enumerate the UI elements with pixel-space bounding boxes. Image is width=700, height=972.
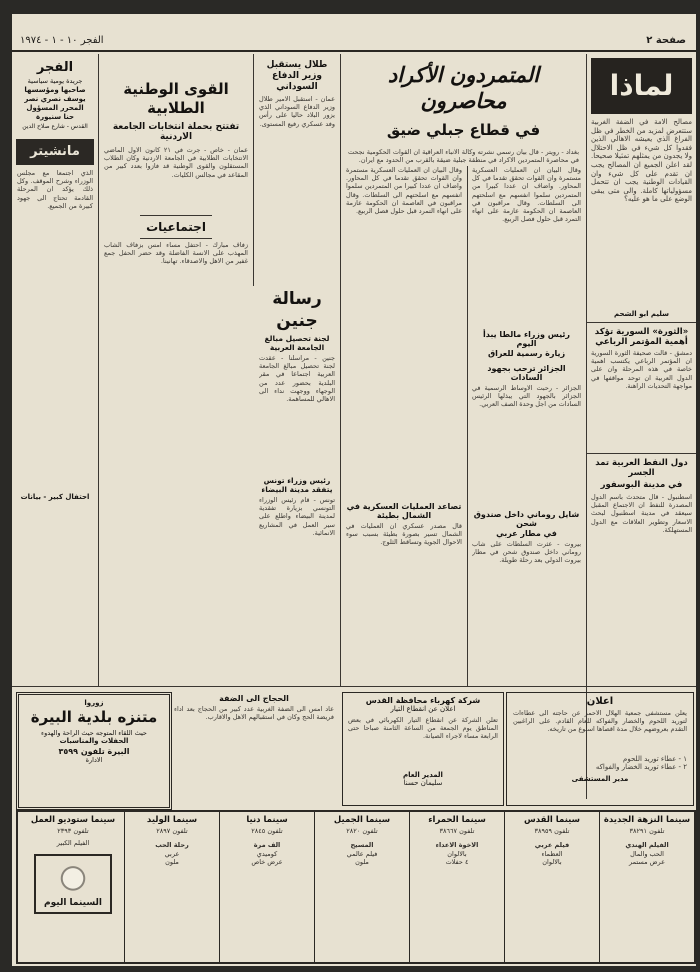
lamatha-logo: لماذا	[591, 58, 692, 114]
cinema-7	[22, 812, 124, 962]
revolution-headline: «الثورة» السورية تؤكد أهمية المؤتمر الرباعي	[594, 327, 689, 347]
tunis-body: تونس - قام رئيس الوزراء التونسي بزيارة تفقدية لمدينة البيضاء واطلع على سير العمل في المشاريع الانمائية.	[259, 496, 335, 537]
fajr-title: الفجر	[36, 60, 74, 75]
electricity-sign2: سليمان حسنا	[403, 779, 443, 787]
electricity-headline: شركة كهرباء محافظة القدس	[365, 696, 481, 705]
cinema-2-film-3: بالالوان	[542, 858, 562, 866]
social-title-box	[140, 215, 212, 239]
jenin-sub1: لجنة تحصيل مبالغ الجامعة العربية	[264, 334, 330, 352]
divider	[587, 453, 696, 454]
column-rule	[98, 54, 99, 686]
cinema-7-tel: تلفون ٢٣٩٣	[57, 826, 89, 835]
pilgrims-body: عاد امس الى الضفة الغربية عدد كبير من الحجاج بعد اداء فريضة الحج وكان في استقبالهم الاهل والاقارب.	[174, 705, 334, 722]
fajr-address: القدس - شارع صلاح الدين	[22, 123, 88, 130]
hospital-title: اعلان	[586, 696, 614, 707]
column-rule	[586, 54, 587, 799]
fajr-line-3: يوسف نصري نصر	[24, 95, 86, 103]
cinema-4-film-3: ملون	[355, 858, 369, 866]
cinema-strip	[16, 810, 696, 964]
students-subheadline: تفتتح بحملة انتخابات الجامعة الاردنية	[112, 122, 240, 142]
rumanian-subheadline: في مطار عربي	[496, 529, 557, 538]
talal-story	[255, 54, 339, 286]
rumanian-headline: شايل روماني داخل صندوق شحن	[473, 510, 580, 528]
cinema-3	[409, 812, 504, 962]
bira-phone: البيرة تلفون ٣٥٩٩	[58, 747, 130, 756]
cinema-5-film-1: الف مرة	[253, 841, 281, 849]
malta-headline: زيارة رسمية للعراق	[487, 349, 566, 358]
bira-zoro: زوروا	[84, 699, 104, 707]
cinema-6-name: سينما الوليد	[146, 815, 198, 825]
main-lead: بغداد - رويتر - قال بيان رسمي نشرته وكالة الانباء العراقية ان القوات الحكومية نجحت في محاصرة المتمردين الاكراد في منطقة جبلية ضيقة بالقرب من الحدود مع ايران.	[348, 148, 579, 164]
hospital-notice	[506, 692, 694, 806]
cinema-5	[219, 812, 314, 962]
main-headline: المتمردون الأكراد محاصرون	[387, 63, 540, 113]
oil-subheadline: في مدينة البوسفور	[600, 480, 683, 490]
electricity-sub: اعلان عن انقطاع التيار	[390, 705, 456, 713]
cinema-6-film-2: عربي	[164, 849, 180, 858]
rumanian-body: بيروت - عثرت السلطات على شاب روماني داخل صندوق شحن في مطار بيروت الدولي بعد رحلة طويلة.	[472, 540, 581, 565]
issue-date: الفجر ١٠ - ١ - ١٩٧٤	[20, 35, 104, 46]
newspaper-page	[12, 14, 696, 966]
cinema-logo-text: السينما اليوم	[44, 898, 102, 908]
column-rule	[253, 54, 254, 286]
students-column	[100, 54, 252, 686]
cinema-4	[314, 812, 409, 962]
right-column	[587, 54, 696, 799]
column-rule	[340, 54, 341, 686]
cinema-2	[504, 812, 599, 962]
column-rule	[467, 166, 468, 686]
cinema-1-film-1: الفيلم الهندي	[625, 841, 669, 849]
jenin-headline: رسالة جنين	[272, 289, 322, 331]
cinema-1-film-2: الحب والمال	[630, 849, 664, 858]
cinema-3-film-1: الاخوة الاعداء	[435, 841, 479, 849]
divider	[587, 322, 696, 323]
fajr-line-5: حنا سنيورة	[35, 113, 75, 121]
jenin-body: جنين - مراسلنا - عقدت لجنة تحصيل مبالغ الجامعة العربية اجتماعا في مقر البلدية بحضور عدد من الوجهاء ووجهت نداء الى الاهالي للمساهمة.	[259, 354, 335, 404]
cinema-4-film-2: فيلم عالمي	[346, 849, 378, 858]
electricity-notice	[342, 692, 504, 806]
cinema-7-film-1: الفيلم الكبير	[56, 839, 90, 847]
cinema-3-film-2: بالالوان	[447, 849, 467, 858]
band-rule	[12, 686, 696, 687]
cinema-2-name: سينما القدس	[523, 815, 580, 825]
cinema-4-name: سينما الجميل	[333, 815, 391, 825]
cinema-1-name: سينما النزهة الجديدة	[603, 815, 691, 825]
page-header	[12, 32, 696, 52]
cinema-2-tel: تلفون ٣٨٩٥٩	[534, 826, 570, 835]
talal-body: عمان - استقبل الامير طلال وزير الدفاع السوداني الذي يزور البلاد حاليا على رأس وفد عسكري رفيع المستوى.	[259, 95, 335, 128]
cinema-5-name: سينما دنيا	[246, 815, 288, 825]
cinema-6	[124, 812, 219, 962]
manchester-banner: مانشيتر	[16, 139, 94, 165]
fajr-line-1: جريدة يومية سياسية	[27, 77, 83, 85]
sadat-body: الجزائر - رحبت الاوساط الرسمية في الجزائر بالجهود التي يبذلها الرئيس السادات من اجل وحدة الصف العربي.	[472, 384, 581, 409]
bira-ad	[16, 692, 172, 810]
cinema-5-film-3: عرض خاص	[251, 858, 283, 866]
bira-sign: الادارة	[85, 756, 103, 764]
main-subheadline: في قطاع جبلي ضيق	[386, 121, 541, 139]
hospital-sign: مدير المستشفى	[571, 775, 629, 784]
cinema-3-tel: تلفون ٣٨٦٦٧	[439, 826, 475, 835]
social-title: اجتماعيات	[146, 220, 206, 234]
main-body: وقال البيان ان العمليات العسكرية مستمرة وان القوات تحقق تقدما في كل المحاور. واضاف ان عددا كبيرا من المتمردين سلموا انفسهم مع اسلحتهم الى السلطات. وقال مراقبون في العاصمة ان الحكومة عازمة على انهاء التمرد قبل حلول فصل الربيع.	[472, 166, 581, 224]
bira-title: متنزه بلدية البيرة	[30, 708, 158, 726]
cinema-2-film-2: العظماء	[541, 849, 563, 858]
lamatha-signature: سليم ابو الشحم	[613, 310, 670, 318]
left-column	[14, 54, 96, 686]
bira-sub2: الحفلات والمناسبات	[59, 737, 129, 745]
sadat-headline: الجزائر ترحب بجهود السادات	[487, 364, 566, 382]
oil-body: اسطنبول - قال متحدث باسم الدول المصدرة للنفط ان الاجتماع المقبل سيعقد في مدينة اسطنبول لبحث الاسعار وتطوير العلاقات مع الدول المستهلكة.	[591, 493, 692, 534]
fajr-line-4: المحرر المسؤول	[26, 104, 84, 112]
main-story	[342, 54, 585, 164]
talal-headline: طلال يستقبل وزير الدفاع السوداني	[266, 60, 328, 92]
cinema-5-tel: تلفون ٢٨٤٥	[251, 826, 283, 835]
military-headline: تصاعد العمليات العسكرية في الشمال بطيئة	[346, 502, 462, 520]
cinema-5-film-2: كوميدي	[256, 849, 278, 858]
malta-subheadline: رئيس وزراء مالطا يبدأ اليوم	[483, 330, 570, 348]
hospital-item-1: ١ - عطاء توريد اللحوم	[623, 755, 687, 763]
fajr-line-2: صاحبها ومؤسسها	[24, 86, 86, 94]
oil-headline: دول النفط العربية تمد الجسر	[595, 458, 688, 478]
cinema-sun-logo	[34, 854, 112, 914]
hospital-item-2: ٢ - عطاء توريد الخضار والفواكه	[595, 763, 687, 772]
cinema-4-film-1: المسيح	[350, 841, 374, 849]
bira-sub: حيث اللقاء المتوجه حيث الراحة والهدوء	[41, 729, 147, 737]
hospital-body: يعلن مستشفى جمعية الهلال الاحمر عن حاجته الى عطاءات لتوريد اللحوم والخضار والفواكه للعام القادم. على الراغبين التقدم بعروضهم خلال مدة اقصاها اسبوع من تاريخه.	[513, 709, 687, 734]
main-body-cont: وقال البيان ان العمليات العسكرية مستمرة وان القوات تحقق تقدما في كل المحاور. واضاف ان عددا كبيرا من المتمردين سلموا انفسهم مع اسلحتهم الى السلطات. وقال مراقبون في العاصمة ان الحكومة عازمة على انهاء التمرد قبل حلول فصل الربيع.	[346, 166, 462, 216]
cinema-7-name: سينما ستوديو العمل	[30, 815, 116, 825]
lamatha-body: مصالح الامة في الضفة الغربية ستتعرض لمزيد من الخطر في ظل الفراغ الذي يعيشه الاهالي الذين فقدوا كل شيء في ظل الاحتلال ولا يجدون من يمثلهم تمثيلا صحيحا. لقد اعلن الجميع ان المصالح يجب ان تقدم على كل شيء وان القيادات الوطنية يجب ان تتحمل مسؤولياتها كاملة. والى متى يبقى الوضع على ما هو عليه؟	[591, 118, 692, 204]
cinema-3-film-3: ٤ حفلات	[445, 858, 469, 866]
main-story-col-b	[342, 166, 466, 686]
students-body: عمان - خاص - جرت في ٢١ كانون الاول الماضي الانتخابات الطلابية في الجامعة الاردنية وكان الطلاب المستقلون والقوى الوطنية قد فازوا بعدد كبير من المقاعد في مجالس الكليات.	[104, 146, 248, 179]
cinema-2-film-1: فيلم عربي	[534, 841, 570, 849]
social-body: زفاف مبارك - احتفل مساء امس بزفاف الشاب المهذب على الانسة الفاضلة وقد حضر الحفل جمع غفير من الاهل والاصدقاء. تهانينا.	[104, 241, 248, 266]
cinema-4-tel: تلفون ٢٨٢٠	[346, 826, 378, 835]
cinema-1-tel: تلفون ٣٨٢٩١	[629, 826, 665, 835]
revolution-body: دمشق - قالت صحيفة الثورة السورية ان المؤتمر الرباعي يكتسب اهمية خاصة في هذه المرحلة وان على الدول العربية ان توحد مواقفها في مواجهة التحديات الراهنة.	[591, 349, 692, 390]
tunis-headline: رئيس وزراء تونس يتفقد مدينة البيضاء	[261, 476, 333, 494]
cinema-6-tel: تلفون ٢٨٩٧	[156, 826, 188, 835]
military-body: قال مصدر عسكري ان العمليات في الشمال تسير بصورة بطيئة بسبب سوء الاحوال الجوية وتساقط الثلوج.	[346, 522, 462, 547]
electricity-body: تعلن الشركة عن انقطاع التيار الكهربائي في بعض المناطق يوم الجمعة من الساعة الثامنة صباحا حتى الرابعة مساء لاجراء الصيانة.	[348, 716, 498, 741]
jenin-story	[255, 286, 339, 686]
pilgrims-story	[170, 692, 338, 804]
manchester-footer: احتفال كبير - بيانات	[20, 493, 90, 501]
cinema-1-film-3: عرض مستمر	[629, 858, 665, 866]
cinema-6-film-3: ملون	[165, 858, 179, 866]
manchester-body: الذي اجتمعا مع مجلس الوزراء وشرح الموقف. وكل ذلك يؤكد ان المرحلة القادمة تحتاج الى جهود كبيرة من الجميع.	[17, 169, 93, 210]
cinema-3-name: سينما الحمراء	[428, 815, 486, 825]
electricity-sign1: المدير العام	[403, 771, 443, 779]
cinema-1	[599, 812, 694, 962]
page-number: صفحة ٢	[646, 35, 686, 46]
pilgrims-headline: الحجاج الى الضفة	[219, 694, 289, 703]
students-headline: القوى الوطنية الطلابية	[123, 80, 229, 117]
cinema-6-film-1: رحلة الحب	[155, 841, 189, 849]
